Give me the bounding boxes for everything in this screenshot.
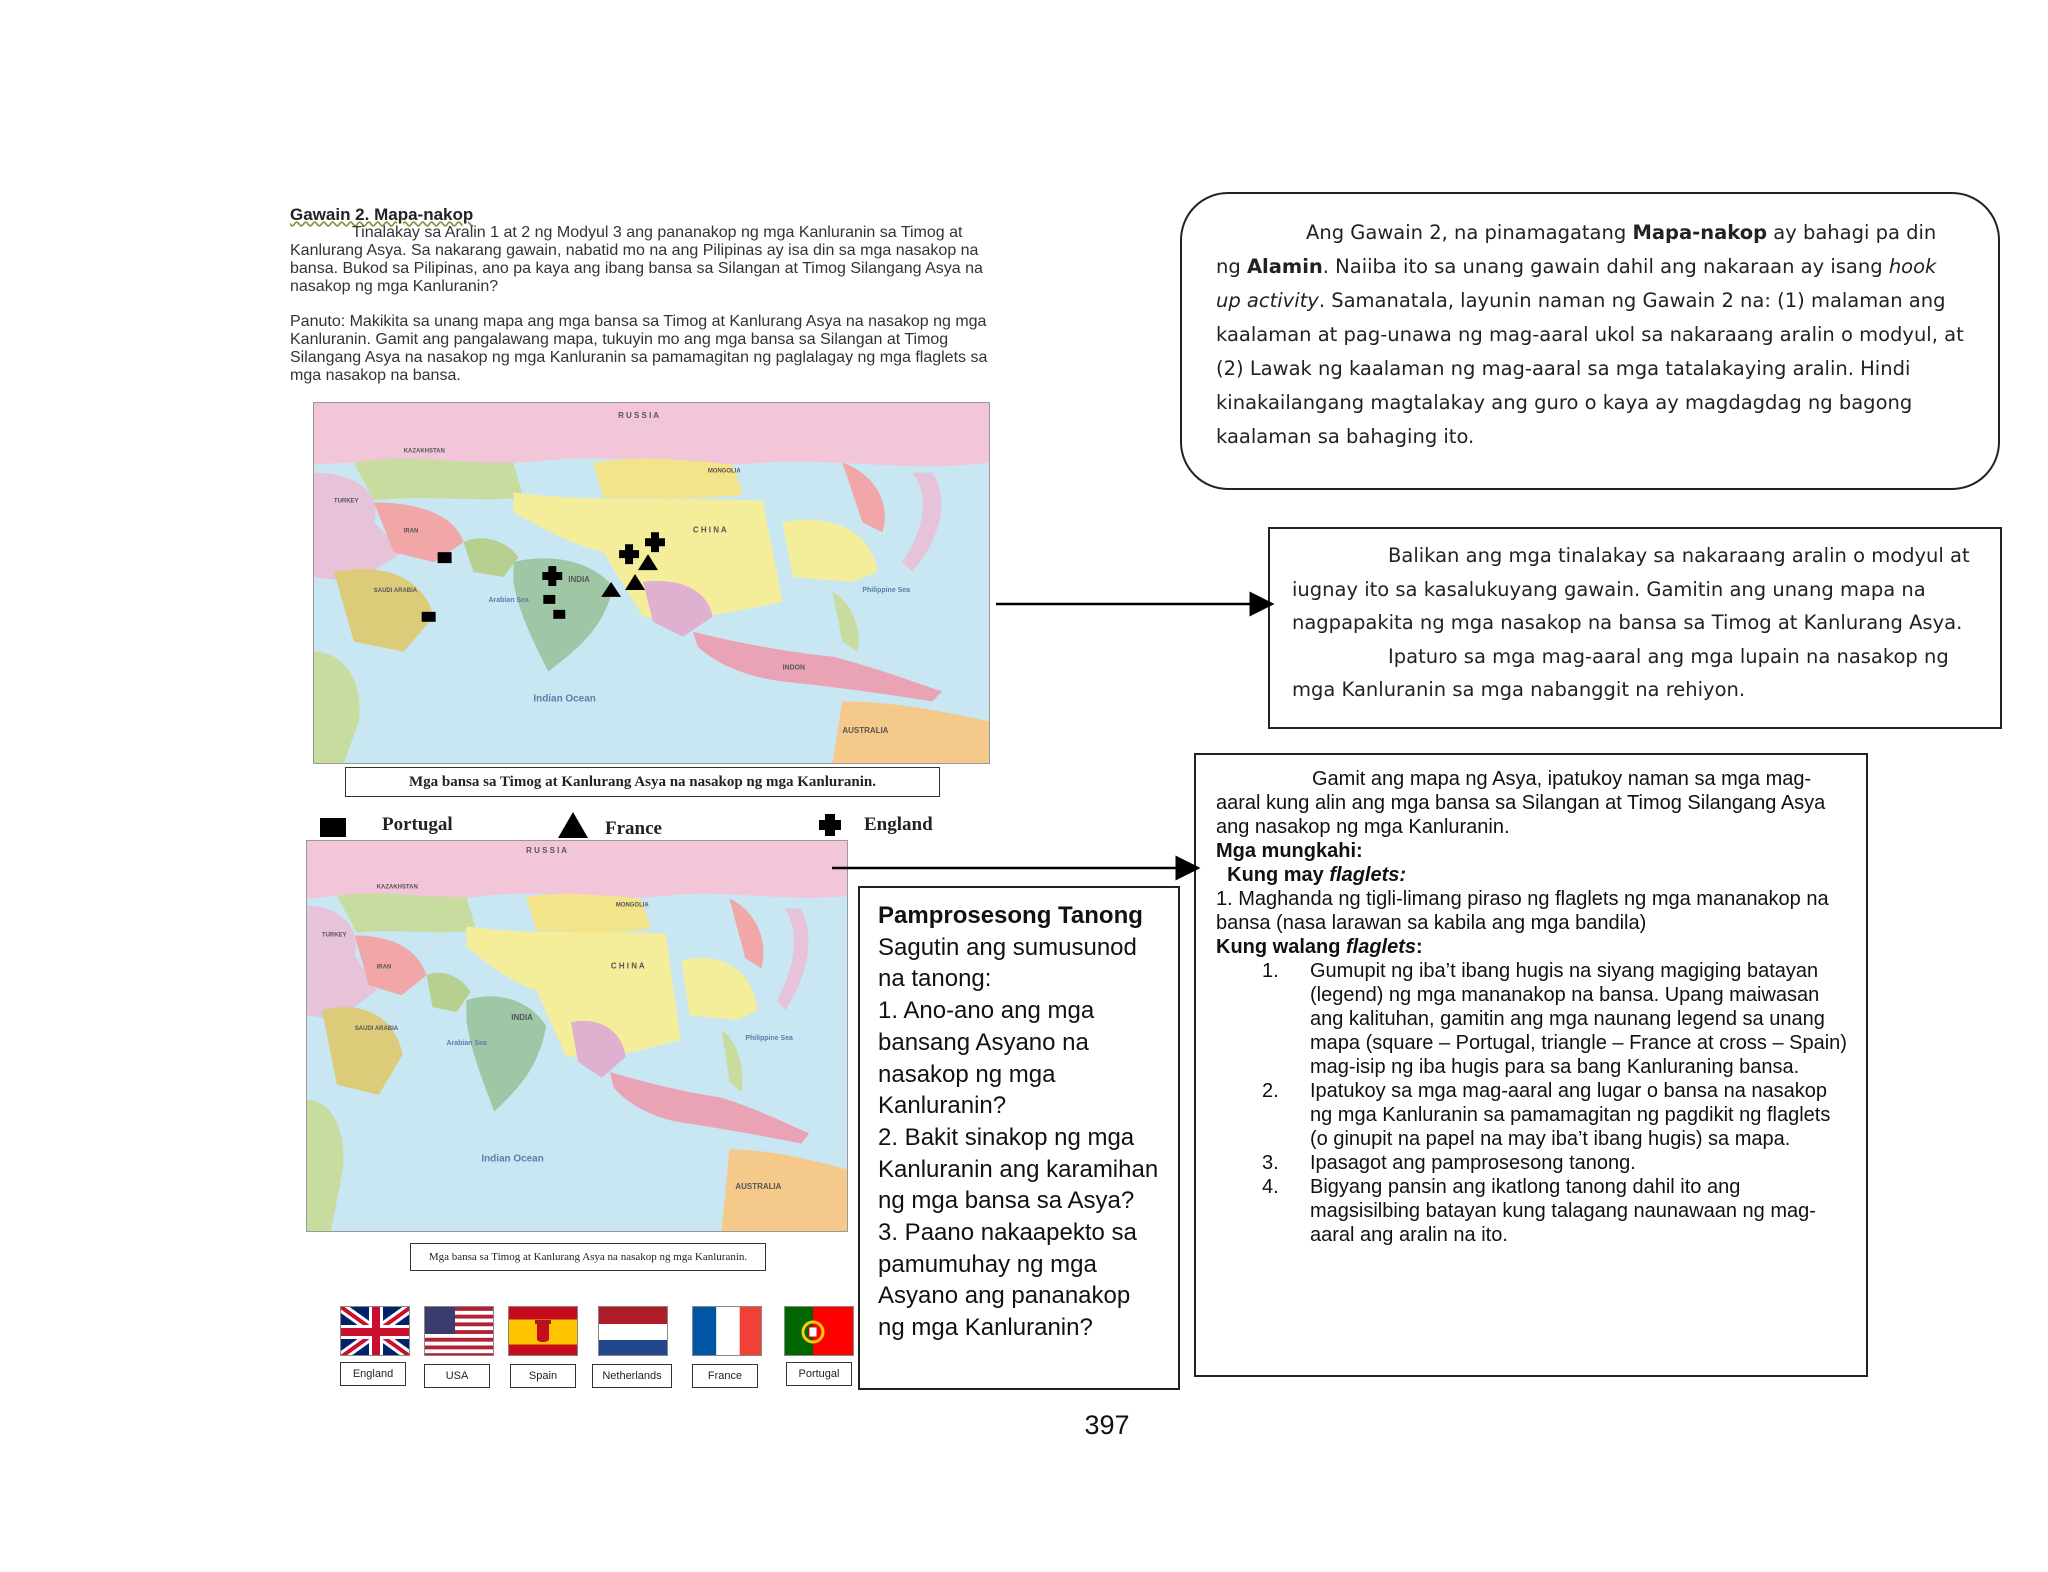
netherlands-flag-icon <box>598 1306 668 1356</box>
svg-text:Indian Ocean: Indian Ocean <box>533 693 596 705</box>
svg-text:KAZAKHSTAN: KAZAKHSTAN <box>403 448 445 455</box>
question-2: 2. Bakit sinakop ng mga Kanluranin ang karamihan ng mga bansa sa Asya? <box>878 1123 1159 1215</box>
legend-portugal: Portugal <box>382 814 453 835</box>
portugal-marker <box>543 595 555 604</box>
svg-text:AUSTRALIA: AUSTRALIA <box>735 1182 782 1192</box>
svg-text:TURKEY: TURKEY <box>333 498 359 505</box>
svg-text:TURKEY: TURKEY <box>321 932 347 939</box>
list-item: 2. Ipatukoy sa mga mag-aaral ang lugar o bansa na nasakop ng mga Kanluranin sa pamamagitan ng pagdikit ng flaglets (o ginupit na papel na may iba’t ibang hugis) sa mapa. <box>1262 1080 1831 1150</box>
worksheet-intro: Tinalakay sa Aralin 1 at 2 ng Modyul 3 ang pananakop ng mga Kanluranin sa Timog at Kanlurang Asya. Sa nakarang gawain, nabatid mo na ang Pilipinas ay isa din sa mga nasakop na bansa. Bukod sa Pilipinas, ano pa kaya ang ibang bansa sa Silangan at Timog Silangang Asya na nasakop ng mga Kanluranin? <box>290 224 983 295</box>
legend-france: France <box>605 818 662 839</box>
svg-text:C H I N A: C H I N A <box>610 961 645 971</box>
france-flag-icon <box>692 1306 762 1356</box>
pamprosesong-tanong-box: Pamprosesong Tanong Sagutin ang sumusunod na tanong: 1. Ano-ano ang mga bansang Asyano na nasakop ng mga Kanluranin? 2. Bakit sinakop ng mga Kanluranin ang karamihan ng mga bansa sa Asya? 3. Paano nakaapekto sa pamumuhay ng mga Asyano ang pananakop ng mga Kanluranin? <box>858 886 1180 1390</box>
asia-map-1 <box>313 402 990 764</box>
usa-flag-icon <box>424 1306 494 1356</box>
svg-text:INDIA: INDIA <box>568 575 590 585</box>
svg-text:SAUDI ARABIA: SAUDI ARABIA <box>354 1026 399 1033</box>
portugal-marker <box>422 612 436 622</box>
svg-text:R U S S I A: R U S S I A <box>526 845 568 855</box>
svg-text:Arabian Sea: Arabian Sea <box>446 1039 487 1047</box>
svg-text:IRAN: IRAN <box>403 528 419 535</box>
flag-label-portugal: Portugal <box>786 1362 852 1386</box>
triangle-icon <box>558 812 588 838</box>
flag-label-england: England <box>340 1362 406 1386</box>
map1-caption: Mga bansa sa Timog at Kanlurang Asya na nasakop ng mga Kanluranin. <box>345 767 940 797</box>
svg-text:INDON: INDON <box>782 664 806 672</box>
portugal-flag-icon <box>784 1306 854 1356</box>
list-item: 1. Gumupit ng iba’t ibang hugis na siyang magiging batayan (legend) ng mga mananakop na bansa. Upang maiwasan ang kalituhan, gamitin ang mga naunang legend sa unang mapa (square – Portugal, triangle – France at cross – Spain) mag-isip ng iba hugis para sa bang Kanluraning bansa. <box>1262 960 1847 1078</box>
question-1: 1. Ano-ano ang mga bansang Asyano na nasakop ng mga Kanluranin? <box>878 997 1095 1120</box>
portugal-marker <box>553 610 565 619</box>
svg-text:KAZAKHSTAN: KAZAKHSTAN <box>376 884 418 891</box>
spain-flag-icon <box>508 1306 578 1356</box>
steps-list <box>1216 959 1850 1247</box>
gawain-info-box: Ang Gawain 2, na pinamagatang Mapa-nakop ay bahagi pa din ng Alamin. Naiiba ito sa unang gawain dahil ang nakaraan ay isang hook up activity. Samanatala, layunin naman ng Gawain 2 na: (1) malaman ang kaalaman at pag-unawa ng mag-aaral ukol sa nakaraang aralin o modyul, at (2) Lawak ng kaalaman ng mag-aaral sa mga tatalakaying aralin. Hindi kinakailangang magtalakay ang guro o kaya ay magdagdag ng bagong kaalaman sa bahaging ito. <box>1180 192 2000 490</box>
square-icon <box>320 818 346 837</box>
balikan-box: Balikan ang mga tinalakay sa nakaraang aralin o modyul at iugnay ito sa kasalukuyang gawain. Gamitin ang unang mapa na nagpapakita ng mga nasakop na bansa sa Timog at Kanlurang Asya. Ipaturo sa mga mag-aaral ang mga lupain na nasakop ng mga Kanluranin sa mga nabanggit na rehiyon. <box>1268 527 2002 729</box>
list-item: 3. Ipasagot ang pamprosesong tanong. <box>1262 1152 1636 1174</box>
map2-caption: Mga bansa sa Timog at Kanlurang Asya na nasakop ng mga Kanluranin. <box>410 1243 766 1271</box>
svg-text:MONGOLIA: MONGOLIA <box>707 468 741 475</box>
svg-text:C H I N A: C H I N A <box>692 525 727 535</box>
svg-text:Indian Ocean: Indian Ocean <box>481 1153 544 1165</box>
flag-label-france: France <box>692 1364 758 1388</box>
flag-label-spain: Spain <box>510 1364 576 1388</box>
mungkahi-box: Gamit ang mapa ng Asya, ipatukoy naman sa mga mag-aaral kung alin ang mga bansa sa Silangan at Timog Silangang Asya ang nasakop ng mga Kanluranin. Mga mungkahi: Kung may flaglets: 1. Maghanda ng tigli-limang piraso ng flaglets ng mga mananakop na bansa (nasa larawan sa kabila ang mga bandila) Kung walang flaglets: 1. Gumupit ng iba’t ibang hugis na siyang magiging batayan (legend) ng mga mananakop na bansa. Upang maiwasan ang kalituhan, gamitin ang mga naunang legend sa unang mapa (square – Portugal, triangle – France at cross – Spain) mag-isip ng iba hugis para sa bang Kanluraning bansa. 2. Ipatukoy sa mga mag-aaral ang lugar o bansa na nasakop ng mga Kanluranin sa pamamagitan ng pagdikit ng flaglets (o ginupit na papel na may iba’t ibang hugis) sa mapa. 3. Ipasagot ang pamprosesong tanong. 4. Bigyang pansin ang ikatlong tanong dahil ito ang magsisilbing batayan kung talagang naunawaan ng mag-aaral ang aralin na ito. <box>1194 753 1868 1377</box>
question-3: 3. Paano nakaapekto sa pamumuhay ng mga Asyano ang pananakop ng mga Kanluranin? <box>878 1219 1137 1342</box>
pamprosesong-title: Pamprosesong Tanong <box>878 902 1143 929</box>
uk-flag-icon <box>340 1306 410 1356</box>
flag-label-netherlands: Netherlands <box>592 1364 672 1388</box>
worksheet-panuto: Panuto: Makikita sa unang mapa ang mga bansa sa Timog at Kanlurang Asya na nasakop ng mga Kanluranin. Gamit ang pangalawang mapa, tukuyin mo ang mga bansa sa Silangan at Timog Silangang Asya na nasakop ng mga Kanluranin sa pamamagitan ng paglalagay ng mga flaglets sa mga nasakop na bansa. <box>290 313 988 384</box>
svg-text:INDIA: INDIA <box>511 1013 533 1023</box>
asia-map-2 <box>306 840 848 1232</box>
svg-text:AUSTRALIA: AUSTRALIA <box>842 726 889 736</box>
cross-icon <box>817 812 843 838</box>
svg-text:IRAN: IRAN <box>376 964 392 971</box>
svg-text:SAUDI ARABIA: SAUDI ARABIA <box>373 587 418 594</box>
worksheet-heading: Gawain 2. Mapa-nakop <box>290 205 474 224</box>
svg-text:MONGOLIA: MONGOLIA <box>615 902 649 909</box>
svg-text:Philippine Sea: Philippine Sea <box>745 1034 793 1042</box>
legend-england: England <box>864 814 933 835</box>
map1-label-russia: R U S S I A <box>618 410 659 420</box>
portugal-marker <box>438 552 452 563</box>
list-item: 4. Bigyang pansin ang ikatlong tanong dahil ito ang magsisilbing batayan kung talagang naunawaan ng mag-aaral ang aralin na ito. <box>1262 1176 1816 1246</box>
svg-text:Arabian Sea: Arabian Sea <box>488 596 529 604</box>
page-number: 397 <box>1084 1410 1130 1440</box>
svg-text:Philippine Sea: Philippine Sea <box>862 586 911 594</box>
flag-label-usa: USA <box>424 1364 490 1388</box>
